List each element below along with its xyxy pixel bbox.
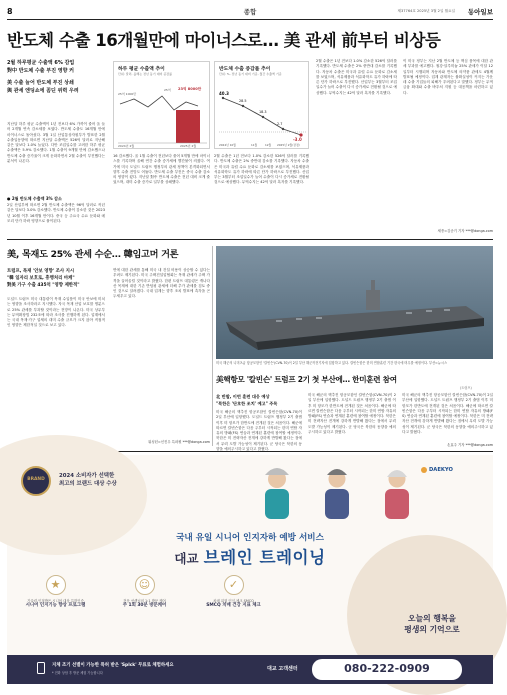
third-subhead-2: "북한은 '단호한 조치' 예고" 주목 [216,401,278,406]
column-separator [212,246,213,446]
divider-1 [7,239,493,240]
ad-main-title [7,544,493,568]
ad-banner-sub: * 전화 상담 후 방문 체험 가능합니다 [52,671,103,675]
semiconductor-x-label-2: 11월 [251,143,258,147]
semiconductor-label-1: 28.5 [239,99,247,103]
export-line [120,96,198,110]
phone-device-icon [37,662,45,674]
third-headline: 美핵항모 '칼빈슨' 트럼프 2기 첫 부산에… 한미훈련 참여 [216,375,397,384]
lead-headline: 반도체 수출 16개월만에 마이너스로… 美 관세 前부터 비상등 [7,31,441,50]
aircraft-carrier-photo [216,246,493,359]
check-icon: ✓ [224,575,244,595]
second-subhead-2: "韓 일자리 보호로, 흥행처리 마케" [7,276,75,281]
third-subheads [216,393,302,407]
carrier-mast [371,280,375,292]
feature-2 [105,575,184,609]
second-body-col2: 면에 대한 관세를 통해 미국 내 건설 비용이 상승할 수 있다는 우려도 제기된다. 미국 주택건설업협회는 목재 관세가 주택 가격을 끌어올릴 것이라고 밝혔다. 한편 트럼프 대통령은 캐나다산 목재에 대한 기존 반덤핑 관세에 더해 추가 관세를 검토 중인 것으로 알려졌다. 국내 업계는 향후 조치 발표에 촉각을 곤두세우고 있다. [113,268,210,299]
third-body-col1: 미국 해군의 핵추진 항공모함인 칼빈슨함(CVN-70)이 2일 부산에 입항했다. 도널드 트럼프 행정부 2기 출범 이후 미 항모가 한반도에 전개된 것은 처음이다. 해군에 따르면 칼빈슨함은 다음 주부터 시작되는 한미 연합 자유의 방패(FS) 연습과 연계된 훈련에 참여할 예정이다. 북한은 미 전략자산 전개에 강하게 반발해 왔다는 점에서 무력 도발 가능성이 제기된다. 군 당국은 북한의 동향을 예의주시하고 있다고 밝혔다. [216,410,302,452]
phone-number[interactable]: 080-222-0909 [344,662,430,675]
semiconductor-point [282,128,284,130]
export-x-label-1: 2024년 2월 [118,144,135,148]
feature-1 [16,575,95,609]
section-label: 종합 [243,8,257,16]
feature-2-main: 주 1회 30분 방문케어 [122,603,167,608]
export-chart-title: 하루 평균 수출액 추이 [118,67,165,72]
lead-body-col4: 2월 수출은 1년 전보다 1.0% 감소한 526억 달러를 기록했다. 반도체 수출은 2% 중반대 감소를 기록했다. 자동차 수출은 미국과 유럽 수요 둔화로 감소세를 보였으며, 석유제품과 석유화학도 유가 하락에 따른 단가 하락으로 부진했다. 산업부는 3월부터 조업일수가 늘어 수출이 다시 증가세로 전환될 것으로 예상했다. 무역수지는 42억 달러 흑자를 기록했다. [316,59,397,95]
phone-label: 대교 고객센터 [267,666,298,672]
second-byline: 워싱턴=신진우 특파원 ***@donga.com [148,440,210,444]
export-chart-note: 단위: 달러, 올해는 전년 동기 대비 증감률 [118,72,173,76]
second-subhead-1: 트럼프, 목재 '안보 영향' 조사 지시 [7,269,75,274]
second-body-col1: 도널드 트럼프 미국 대통령이 목재 수입품이 미국 안보에 미치는 영향을 조사하라고 지시했다. 자국 목재 산업 보호를 명분으로 25% 관세를 부과할 것이라는 전망이 나온다. 미국 상무부는 무역확장법 232조에 따라 조사를 진행하게 된다. 업계에서는 국내 목재·가구 업체의 대미 수출 규모가 크지 않아 직접적인 영향은 제한적일 것으로 보고 있다. [7,297,105,328]
second-subheads [7,268,105,289]
semiconductor-point [222,97,224,99]
ad-slogan-1: 오늘의 행복을 [408,614,456,623]
semiconductor-x-label-1: 2024년 10월 [219,143,236,147]
lead-body-subtitle: ● 2월 반도체 수출액 3% 감소 [7,196,62,201]
ad-main-title-text: 브레인 트레이닝 [203,548,326,567]
lead-subheads [7,59,105,95]
lead-subhead-2: 對中 반도체 수출 부진 영향 커 [7,68,75,74]
lead-body-col3: 2월 수출은 1년 전보다 1.0% 감소한 526억 달러를 기록했다. 반도체 수출은 2% 중반대 감소를 기록했다. 자동차 수출은 미국과 유럽 수요 둔화로 감소세를 보였으며, 석유제품과 석유화학도 유가 하락에 따른 단가 하락으로 부진했다. 산업부는 3월부터 조업일수가 늘어 수출이 다시 증가세로 전환될 것으로 예상했다. 무역수지는 42억 달러 흑자를 기록했다. [214,154,309,185]
semiconductor-x-label-4: 2025년 2월(잠정) [277,143,300,147]
lead-subhead-1: 2월 하루평균 수출액 6% 감업 [7,60,75,66]
page-number: 8 [7,7,13,16]
semiconductor-point [262,116,264,118]
lead-body-col1b: 2일 산업부에 따르면 2월 반도체 수출액은 96억 달러로 작년 같은 달보다 3.0% 감소했다. 반도체 수출이 감소한 것은 2023년 10월 이후 16개월 만이다. 중국 등 주요국 수요 둔화와 메모리 단가 하락 영향으로 풀이된다. [7,203,105,223]
semiconductor-chart [214,61,309,149]
feature-2-top: 전문 선생님의 1:1 방문 케어 [123,599,166,603]
export-x-label-2: 2025년 2월 [180,144,197,148]
semiconductor-chart-title: 반도체 수출 증감률 추이 [219,67,271,72]
ad-banner-text: 지체 조기 선별이 가능한 특허 받은 'Splck' 무료로 체험하세요 [52,663,174,668]
feature-3 [194,575,273,609]
lead-body-col1: 지난달 하루 평균 수출액이 1년 전보다 6% 가까이 줄어 올 들어 2개월 연속 감소세를 보였다. 반도체 수출도 16개월 만에 마이너스로 돌아섰다. 3월 1일 산업통상자원부가 발표한 2월 수출입동향에 따르면 지난달 수출액은 526억 달러로 지난해 같은 달보다 1.0% 늘었다. 다만 조업일수를 고려한 하루 평균 수출액은 5.9% 감소했다. 1월 수출이 9개월 만에 감소했으나 반도체 수출 증가율이 크게 둔화하면서 2월 수출이 부진했다는 분석이 나온다. [7,122,105,164]
semiconductor-chart-note: 단위: %, 전년 동기 대비 기준, 월간 수출액 기준 [219,72,282,76]
semiconductor-label-3: 2.7 [277,122,283,126]
medal-icon: ★ [46,575,66,595]
lead-subhead-4: 與 관세 엔딩쇼에 꼼딘 위력 우려 [7,88,79,94]
third-subhead-1: 北 반발, 이번 훈련 대응 예상 [216,394,270,399]
newspaper-logo: 동아일보 [467,8,493,16]
feature-1-top: 기술력 인정받은 시니어 대상 특허인증 [27,599,84,603]
ad-title-line: 국내 유일 시니어 인지자하 예방 서비스 [176,533,324,543]
semiconductor-label-4: -3.0 [293,137,302,142]
export-small-label-2: 25억 [164,88,171,92]
third-byline: 손효주 기자 ***@donga.com [447,443,493,447]
ad-bottom-banner[interactable] [7,655,493,684]
feature-3-top: 치매 위험 인식 체크 SMCQ [213,599,254,603]
third-tag: (트럼프) [460,386,472,390]
lead-byline: 세종=김준기 기자 ***@donga.com [437,229,493,233]
teacher-icon: ☺ [135,575,155,595]
feature-1-main: 시니어 인지기능 향상 프로그램 [25,603,86,608]
lead-body-col5: 이 미국 정부는 지난 2월 반도체 등 핵심 품목에 대한 관세 부과를 예고했다. 철강·알루미늄 25% 관세가 이달 12일부터 시행되며 자동차와 반도체 의약품 관세도 4월께 발표될 예정이다. 업계 관계자는 불확실성이 커지는 가운데 수출 기업들의 피해가 우려된다고 말했다. 정부는 무역금융 확대와 수출 바우처 지원 등 대응책을 마련하고 있다. [403,59,493,95]
export-small-label-1: 25억 1000만 [118,92,137,96]
semiconductor-point [242,105,244,107]
award-line-2: 최고의 브랜드 대상 수상 [59,481,117,487]
lead-body-col2: 16 감소했다. 올 1월 수출이 전년보다 줄어 5개월 만에 마이너스를 기록하며 올해 연간 수출 증가세에 빨간불이 켜졌다. 여기에 미국 도널드 트럼프 행정부의 관세 정책이 본격화되면서 향후 수출 전망도 어둡다. 반도체 수출 부진은 중국 수출 감소의 영향이 컸다. 지난달 對中 반도체 수출은 전년 대비 크게 줄었으며, 대미 수출 증가로 일부를 상쇄했다. [113,154,210,185]
third-body-col3: 미국 해군의 핵추진 항공모함인 칼빈슨함(CVN-70)이 2일 부산에 입항했다. 도널드 트럼프 행정부 2기 출범 이후 미 항모가 한반도에 전개된 것은 처음이다. 해군에 따르면 칼빈슨함은 다음 주부터 시작되는 한미 연합 자유의 방패(FS) 연습과 연계된 훈련에 참여할 예정이다. 북한은 미 전략자산 전개에 강하게 반발해 왔다는 점에서 무력 도발 가능성이 제기된다. 군 당국은 북한의 동향을 예의주시하고 있다고 밝혔다. [402,393,493,435]
export-bar [176,110,200,143]
feature-3-main: SMCQ 치매 건강 지표 체크 [206,603,261,608]
photo-caption: 미국 해군의 니미츠급 항공모함인 '칼빈슨'(CVN-70)이 2일 부산 해군작전기지에 입항하고 있다. 칼빈슨함은 한미 연합훈련 기간 한국에 머무를 예정이다. 부산=뉴시스 [216,361,448,365]
award-line-1: 2024 소비자가 선택한 [59,473,115,479]
carrier-island [366,290,380,310]
export-value-label: 23억 8000만 [178,87,202,91]
elderly-illustration [237,463,437,523]
semiconductor-x-label-3: 12월 [265,143,272,147]
advertisement[interactable] [7,455,493,684]
issue-info: 제37764호 2025년 3월 2일 월요일 [397,9,455,13]
third-body-col2: 미국 해군의 핵추진 항공모함인 칼빈슨함(CVN-70)이 2일 부산에 입항했다. 도널드 트럼프 행정부 2기 출범 이후 미 항모가 한반도에 전개된 것은 처음이다. 해군에 따르면 칼빈슨함은 다음 주부터 시작되는 한미 연합 자유의 방패(FS) 연습과 연계된 훈련에 참여할 예정이다. 북한은 미 전략자산 전개에 강하게 반발해 왔다는 점에서 무력 도발 가능성이 제기된다. 군 당국은 북한의 동향을 예의주시하고 있다고 밝혔다. [308,393,396,435]
award-badge-text: BRAND [27,477,45,482]
partner-logo: DAEKYO [429,467,453,473]
ad-main-prefix: 대교 [174,551,199,566]
export-chart-plot [114,62,211,150]
header-rule [7,19,493,20]
lead-subhead-3: 美 수출 늘어 반도체 부진 상쇄 [7,80,74,86]
semiconductor-label-2: 18.3 [259,110,267,114]
export-chart [113,61,210,149]
semiconductor-label-top: 40.3 [219,91,229,96]
second-headline: 美, 목재도 25% 관세 수순… 韓임고머 거론 [7,249,179,260]
ad-slogan-2: 평생의 기억으로 [404,625,460,634]
second-subhead-3: 對美 가구 수출 435억 "영향 제한적" [7,283,80,288]
